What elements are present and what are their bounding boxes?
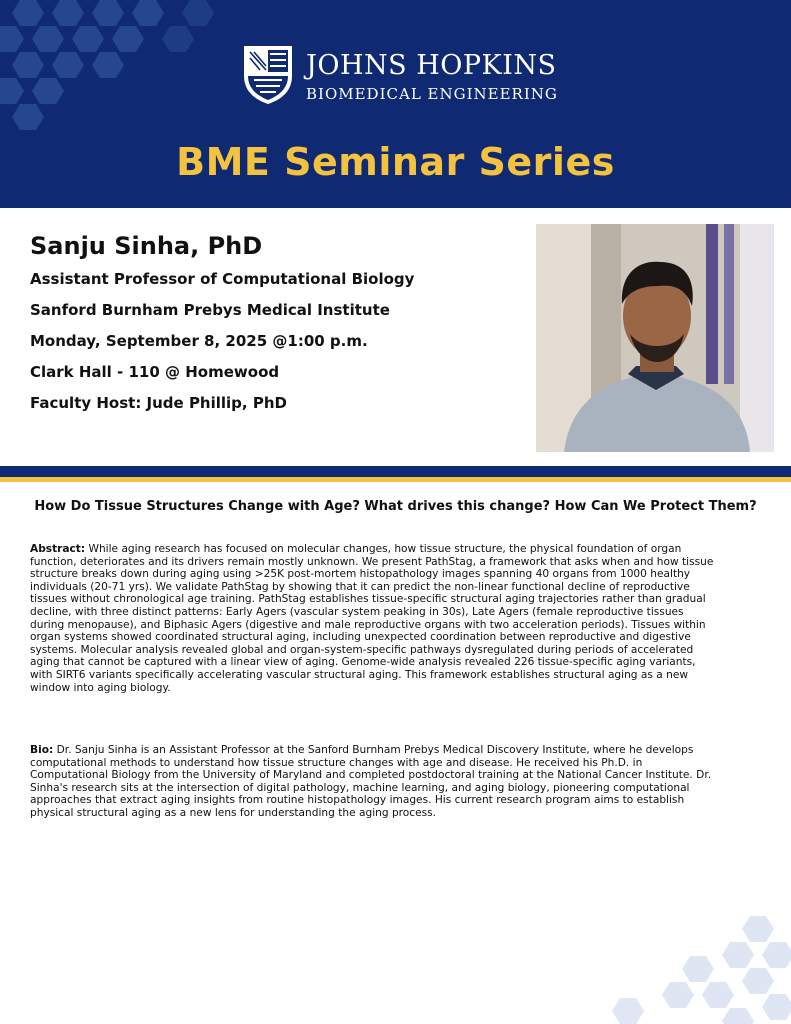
hexagon-corner-decoration bbox=[600, 910, 791, 1024]
talk-title: How Do Tissue Structures Change with Age? What drives this change? How Can We Protect Them? bbox=[34, 499, 757, 514]
bio-label: Bio: bbox=[30, 744, 54, 756]
speaker-photo bbox=[536, 224, 774, 452]
speaker-info bbox=[30, 232, 530, 425]
divider-navy bbox=[0, 466, 791, 477]
speaker-institute: Sanford Burnham Prebys Medical Institute bbox=[30, 301, 390, 319]
faculty-host: Faculty Host: Jude Phillip, PhD bbox=[30, 394, 287, 412]
hexagon-pattern-decoration bbox=[0, 0, 240, 130]
brand-name: JOHNS HOPKINS bbox=[306, 50, 557, 81]
speaker-portrait-illustration bbox=[536, 224, 774, 452]
divider-gold bbox=[0, 477, 791, 482]
abstract-paragraph bbox=[30, 543, 721, 694]
abstract-text: While aging research has focused on molecular changes, how tissue structure, the physical foundation of organ function, deteriorates and its drivers remain mostly unknown. We present PathStag, a framework that asks when and how tissue structure breaks down during aging using >25K post-mortem histopathology images spanning 40 organs from 1000 healthy individuals (20-71 yrs). We validate PathStag by showing that it can predict the non-linear functional decline of reproductive tissues without chronological age training. PathStag establishes tissue-specific structural aging trajectories rather than gradual decline, with three distinct patterns: Early Agers (vascular system peaking in 30s), Late Agers (female reproductive tissues during menopause), and Biphasic Agers (digestive and male reproductive organs with two acceleration periods). Tissues within organ systems showed coordinated structural aging, including unexpected coordination between reproductive and digestive systems. Molecular analysis revealed global and organ-system-specific pathways dysregulated during periods of accelerated aging that cannot be captured with a linear view of aging. Genome-wide analysis revealed 226 tissue-specific aging variants, with SIRT6 variants specifically accelerating vascular structural aging. This framework establishes structural aging as a new window into aging biology. bbox=[30, 543, 714, 694]
event-location: Clark Hall - 110 @ Homewood bbox=[30, 363, 280, 381]
brand-subtitle: BIOMEDICAL ENGINEERING bbox=[306, 85, 558, 103]
speaker-title: Assistant Professor of Computational Biology bbox=[30, 270, 415, 288]
bio-text: Dr. Sanju Sinha is an Assistant Professor at the Sanford Burnham Prebys Medical Discovery Institute, where he develops computational methods to understand how tissue structure changes with age and disease. He received his Ph.D. in Computational Biology from the University of Maryland and completed postdoctoral training at the National Cancer Institute. Dr. Sinha's research sits at the intersection of digital pathology, machine learning, and aging biology, pioneering computational approaches that extract aging insights from routine histopathology images. His current research program aims to establish physical structural aging as a new lens for understanding the aging process. bbox=[30, 744, 712, 819]
series-title: BME Seminar Series bbox=[176, 140, 615, 184]
abstract-label: Abstract: bbox=[30, 543, 86, 555]
header-banner bbox=[0, 0, 791, 208]
speaker-name: Sanju Sinha, PhD bbox=[30, 232, 263, 260]
bio-paragraph bbox=[30, 744, 721, 820]
jhu-shield-icon bbox=[240, 42, 296, 106]
event-datetime: Monday, September 8, 2025 @1:00 p.m. bbox=[30, 332, 368, 350]
